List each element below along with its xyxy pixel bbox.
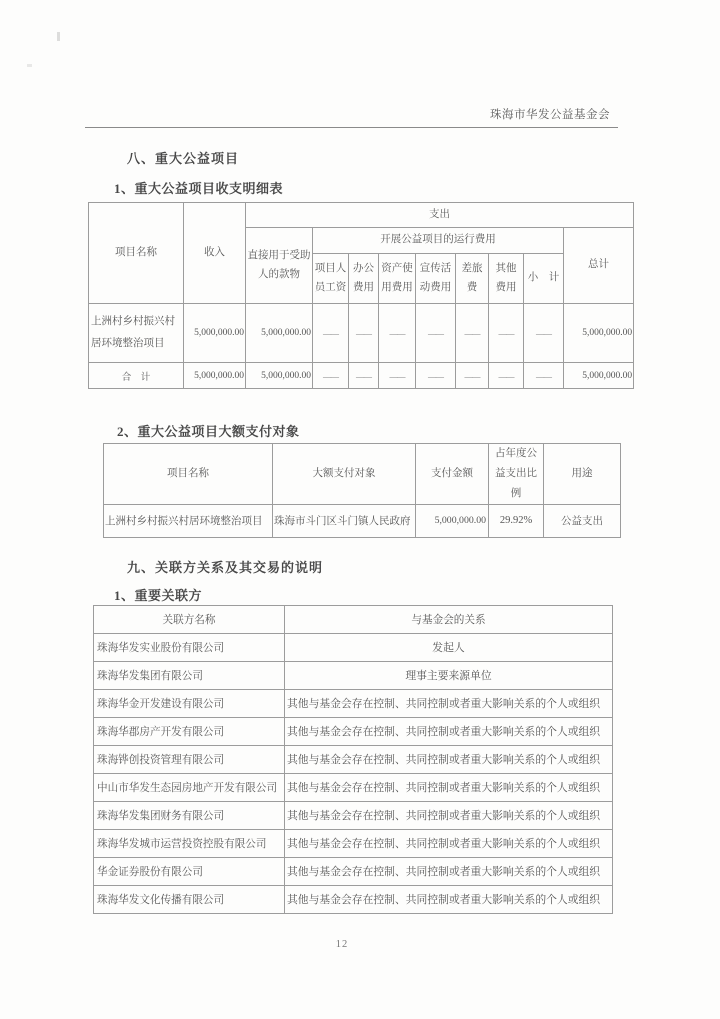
table-row (94, 774, 613, 802)
col-header-payee: 大额支付对象 (273, 444, 416, 505)
cell-party-name: 珠海华发实业股份有限公司 (94, 634, 285, 662)
cell-subtotal: —— (524, 304, 564, 363)
cell-project-name: 上洲村乡村振兴村居环境整治项目 (104, 504, 273, 537)
cell-other-cost: —— (489, 304, 524, 363)
col-header-related-party-name: 关联方名称 (94, 606, 285, 634)
page-number: 12 (335, 939, 349, 950)
cell-project-name: 合 计 (89, 363, 184, 389)
cell-relation: 理事主要来源单位 (285, 662, 613, 690)
subheading-income-expense-table: 1、重大公益项目收支明细表 (114, 181, 284, 196)
table-row (94, 662, 613, 690)
col-header-amount: 支付金额 (416, 444, 489, 505)
cell-amount: 5,000,000.00 (416, 504, 489, 537)
table-row (94, 634, 613, 662)
cell-payee: 珠海市斗门区斗门镇人民政府 (273, 504, 416, 537)
col-header-direct-aid: 直接用于受助人的款物 (246, 228, 313, 304)
cell-relation: 其他与基金会存在控制、共同控制或者重大影响关系的个人或组织 (285, 746, 613, 774)
cell-total: 5,000,000.00 (564, 363, 634, 389)
cell-direct-aid: 5,000,000.00 (246, 363, 313, 389)
page-header-org-name: 珠海市华发公益基金会 (85, 106, 618, 128)
cell-relation: 其他与基金会存在控制、共同控制或者重大影响关系的个人或组织 (285, 690, 613, 718)
section-heading-major-projects: 八、重大公益项目 (127, 151, 240, 166)
cell-relation: 其他与基金会存在控制、共同控制或者重大影响关系的个人或组织 (285, 858, 613, 886)
cell-purpose: 公益支出 (544, 504, 621, 537)
col-header-subtotal: 小 计 (524, 254, 564, 304)
col-header-travel-cost: 差旅费 (456, 254, 489, 304)
section-heading-related-parties: 九、关联方关系及其交易的说明 (127, 560, 324, 575)
table-row (94, 886, 613, 914)
cell-relation: 其他与基金会存在控制、共同控制或者重大影响关系的个人或组织 (285, 830, 613, 858)
col-header-publicity-cost: 宣传活动费用 (416, 254, 456, 304)
col-header-project-name: 项目名称 (89, 203, 184, 304)
cell-party-name: 珠海铧创投资管理有限公司 (94, 746, 285, 774)
col-header-office-cost: 办公费用 (349, 254, 379, 304)
cell-publicity-cost: —— (416, 304, 456, 363)
cell-party-name: 珠海华发城市运营投资控股有限公司 (94, 830, 285, 858)
cell-party-name: 华金证券股份有限公司 (94, 858, 285, 886)
cell-total: 5,000,000.00 (564, 304, 634, 363)
cell-staff-salary: —— (313, 363, 349, 389)
cell-ratio: 29.92% (489, 504, 544, 537)
col-header-income: 收入 (184, 203, 246, 304)
table-row-total (89, 363, 634, 389)
table-row (94, 690, 613, 718)
col-header-staff-salary: 项目人员工资 (313, 254, 349, 304)
cell-publicity-cost: —— (416, 363, 456, 389)
table-row (94, 802, 613, 830)
income-expense-table (88, 202, 634, 389)
col-header-operating-cost: 开展公益项目的运行费用 (313, 228, 564, 254)
large-payment-table (103, 443, 621, 538)
cell-travel-cost: —— (456, 304, 489, 363)
cell-asset-use-cost: —— (379, 363, 416, 389)
col-header-asset-use-cost: 资产使用费用 (379, 254, 416, 304)
cell-other-cost: —— (489, 363, 524, 389)
cell-relation: 发起人 (285, 634, 613, 662)
cell-income: 5,000,000.00 (184, 363, 246, 389)
cell-office-cost: —— (349, 363, 379, 389)
col-header-other-cost: 其他费用 (489, 254, 524, 304)
subheading-important-related-parties: 1、重要关联方 (114, 588, 203, 603)
col-header-expense: 支出 (246, 203, 634, 228)
table-row (94, 830, 613, 858)
cell-party-name: 珠海华发文化传播有限公司 (94, 886, 285, 914)
cell-party-name: 中山市华发生态园房地产开发有限公司 (94, 774, 285, 802)
col-header-ratio: 占年度公益支出比例 (489, 444, 544, 505)
cell-income: 5,000,000.00 (184, 304, 246, 363)
cell-project-name: 上洲村乡村振兴村居环境整治项目 (89, 304, 184, 363)
cell-party-name: 珠海华郡房产开发有限公司 (94, 718, 285, 746)
cell-relation: 其他与基金会存在控制、共同控制或者重大影响关系的个人或组织 (285, 718, 613, 746)
cell-party-name: 珠海华发集团有限公司 (94, 662, 285, 690)
related-party-table (93, 605, 613, 914)
col-header-relation: 与基金会的关系 (285, 606, 613, 634)
col-header-purpose: 用途 (544, 444, 621, 505)
table-row (94, 858, 613, 886)
table-row (104, 504, 621, 537)
cell-relation: 其他与基金会存在控制、共同控制或者重大影响关系的个人或组织 (285, 774, 613, 802)
table-row (94, 718, 613, 746)
cell-office-cost: —— (349, 304, 379, 363)
col-header-project-name: 项目名称 (104, 444, 273, 505)
subheading-large-payment-table: 2、重大公益项目大额支付对象 (117, 424, 300, 439)
table-row (89, 304, 634, 363)
cell-direct-aid: 5,000,000.00 (246, 304, 313, 363)
cell-party-name: 珠海华金开发建设有限公司 (94, 690, 285, 718)
cell-party-name: 珠海华发集团财务有限公司 (94, 802, 285, 830)
cell-asset-use-cost: —— (379, 304, 416, 363)
cell-relation: 其他与基金会存在控制、共同控制或者重大影响关系的个人或组织 (285, 886, 613, 914)
cell-relation: 其他与基金会存在控制、共同控制或者重大影响关系的个人或组织 (285, 802, 613, 830)
col-header-total: 总计 (564, 228, 634, 304)
cell-subtotal: —— (524, 363, 564, 389)
table-row (94, 746, 613, 774)
scan-speck (27, 64, 32, 67)
cell-staff-salary: —— (313, 304, 349, 363)
scan-speck (57, 32, 60, 41)
cell-travel-cost: —— (456, 363, 489, 389)
